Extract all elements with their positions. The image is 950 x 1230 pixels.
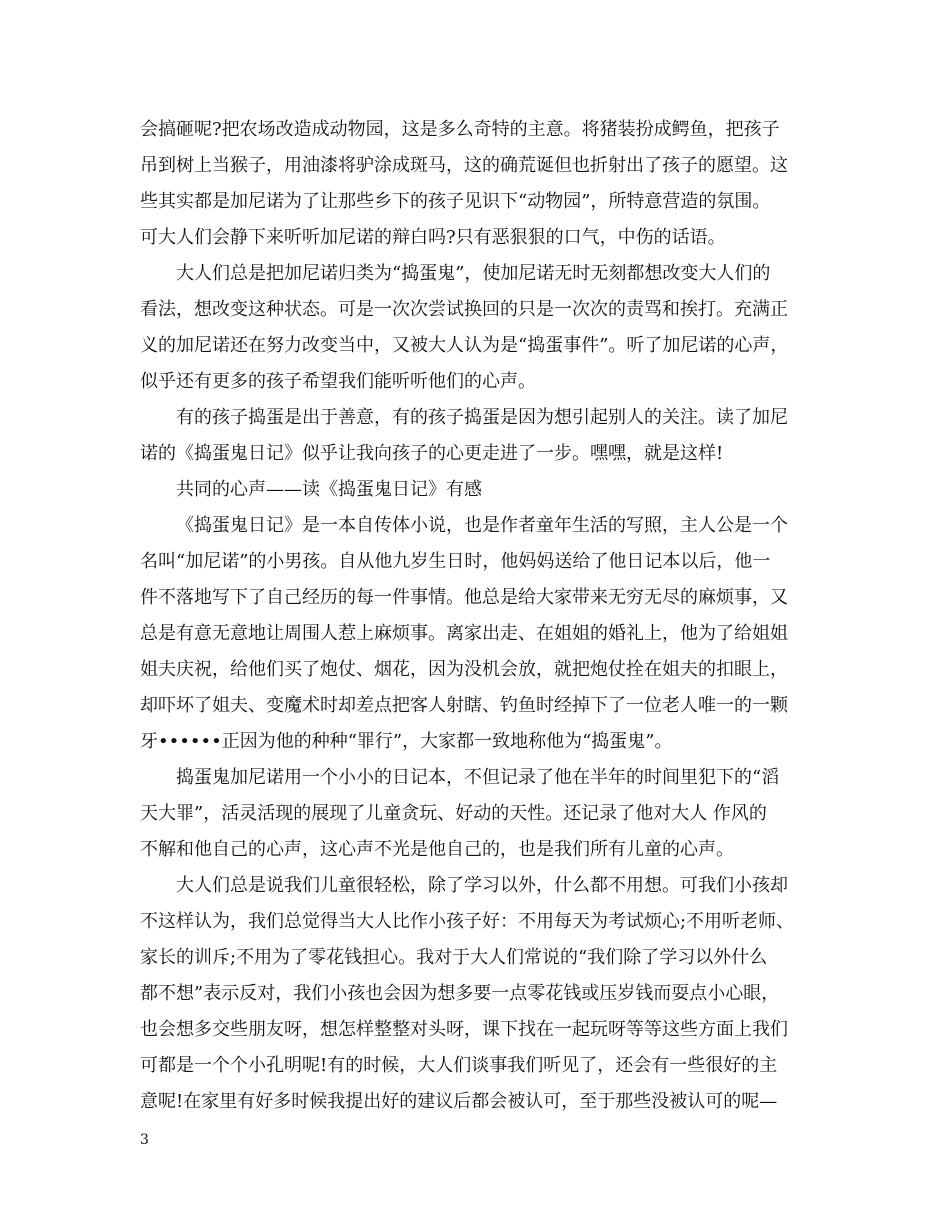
text-line: 总是有意无意地让周围人惹上麻烦事。离家出走、在姐姐的婚礼上，他为了给姐姐 — [140, 623, 788, 644]
paragraph-start-line: 《捣蛋鬼日记》是一本自传体小说，也是作者童年生活的写照，主人公是一个 — [176, 515, 788, 536]
text-line: 吊到树上当猴子，用油漆将驴涂成斑马，这的确荒诞但也折射出了孩子的愿望。这 — [140, 155, 788, 176]
text-line: 义的加尼诺还在努力改变当中，又被大人认为是“捣蛋事件”。听了加尼诺的心声， — [140, 335, 789, 356]
text-line: 看法，想改变这种状态。可是一次次尝试换回的只是一次次的责骂和挨打。充满正 — [140, 299, 788, 320]
text-line: 家长的训斥;不用为了零花钱担心。我对于大人们常说的“我们除了学习以外什么 — [140, 947, 768, 968]
paragraph-start-line: 大人们总是把加尼诺归类为“捣蛋鬼”，使加尼诺无时无刻都想改变大人们的 — [176, 263, 771, 284]
paragraph-start-line: 大人们总是说我们儿童很轻松，除了学习以外，什么都不用想。可我们小孩却 — [176, 875, 788, 896]
text-line: 不这样认为，我们总觉得当大人比作小孩子好：不用每天为考试烦心;不用听老师、 — [140, 911, 795, 932]
text-line: 意呢!在家里有好多时候我提出好的建议后都会被认可，至于那些没被认可的呢— — [140, 1091, 778, 1112]
text-line: 会搞砸呢?把农场改造成动物园，这是多么奇特的主意。将猪装扮成鳄鱼，把孩子 — [140, 119, 780, 140]
text-line: 可大人们会静下来听听加尼诺的辩白吗?只有恶狠狠的口气，中伤的话语。 — [140, 227, 726, 248]
text-line: 天大罪”，活灵活现的展现了儿童贪玩、好动的天性。还记录了他对大人 作风的 — [140, 803, 767, 824]
text-line: 却吓坏了姐夫、变魔术时却差点把客人射瞎、钓鱼时经掉下了一位老人唯一的一颗 — [140, 695, 788, 716]
text-line: 可都是一个个小孔明呢!有的时候，大人们谈事我们听见了，还会有一些很好的主 — [140, 1055, 778, 1076]
document-body — [140, 112, 812, 1120]
paragraph-start-line: 有的孩子捣蛋是出于善意，有的孩子捣蛋是因为想引起别人的关注。读了加尼 — [176, 407, 788, 428]
essay-title: 共同的心声——读《捣蛋鬼日记》有感 — [176, 479, 482, 500]
text-line: 名叫“加尼诺”的小男孩。自从他九岁生日时，他妈妈送给了他日记本以后，他一 — [140, 551, 771, 572]
text-line: 牙••••••正因为他的种种“罪行”，大家都一致地称他为“捣蛋鬼”。 — [140, 731, 673, 752]
text-line: 姐夫庆祝，给他们买了炮仗、烟花，因为没机会放，就把炮仗拴在姐夫的扣眼上， — [140, 659, 788, 680]
text-line: 都不想”表示反对，我们小孩也会因为想多要一点零花钱或压岁钱而耍点小心眼， — [140, 983, 780, 1004]
text-line: 不解和他自己的心声，这心声不光是他自己的，也是我们所有儿童的心声。 — [140, 839, 734, 860]
text-line: 些其实都是加尼诺为了让那些乡下的孩子见识下“动物园”，所特意营造的氛围。 — [140, 191, 771, 212]
text-line: 也会想多交些朋友呀，想怎样整整对头呀，课下找在一起玩呀等等这些方面上我们 — [140, 1019, 788, 1040]
text-line: 似乎还有更多的孩子希望我们能听听他们的心声。 — [140, 371, 536, 392]
text-line: 件不落地写下了自己经历的每一件事情。他总是给大家带来无穷无尽的麻烦事，又 — [140, 587, 788, 608]
page-number: 3 — [140, 1132, 149, 1148]
text-line: 诺的《捣蛋鬼日记》似乎让我向孩子的心更走进了一步。嘿嘿，就是这样! — [140, 443, 724, 464]
paragraph-start-line: 捣蛋鬼加尼诺用一个小小的日记本，不但记录了他在半年的时间里犯下的“滔 — [176, 767, 780, 788]
